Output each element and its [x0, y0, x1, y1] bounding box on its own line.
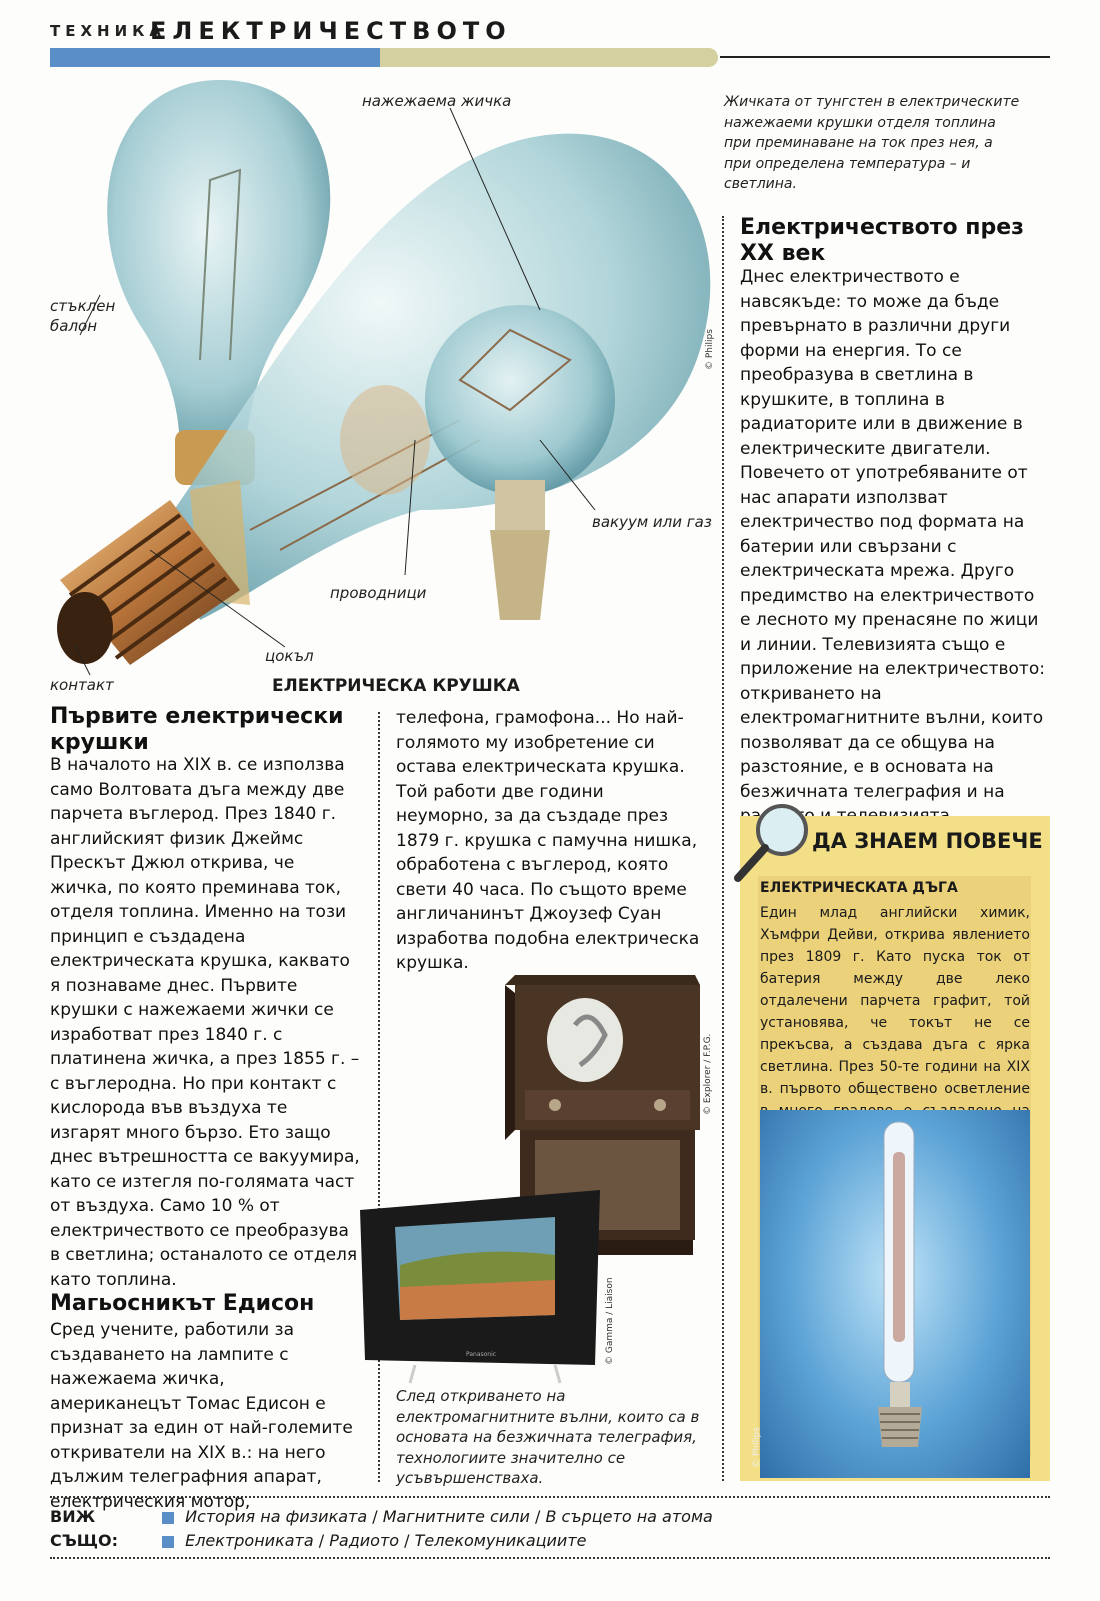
bullet-icon	[162, 1512, 174, 1524]
see-also-rule-top	[50, 1496, 1050, 1498]
infobox-credit: © Philips	[752, 1427, 762, 1468]
see-also-link[interactable]: Магнитните сили	[382, 1507, 530, 1526]
section-label: ТЕХНИКА	[50, 22, 167, 40]
page-title: ЕЛЕКТРИЧЕСТВОТО	[150, 17, 512, 45]
see-also-link[interactable]: Електрониката	[185, 1531, 314, 1550]
infobox-subtitle: ЕЛЕКТРИЧЕСКАТА ДЪГА	[760, 880, 958, 896]
infobox-title: ДА ЗНАЕМ ПОВЕЧЕ	[812, 829, 1043, 853]
bulb-illustration	[40, 60, 730, 700]
section3-heading: Електричеството през XX век	[740, 215, 1024, 266]
label-vacuum: вакуум или газ	[592, 513, 712, 531]
see-also	[50, 1505, 713, 1553]
label-base: цокъл	[265, 647, 314, 665]
see-also-link[interactable]: Телекомуникациите	[414, 1531, 587, 1550]
magnifier-icon	[730, 798, 820, 888]
section3-text: Днес електричеството е навсякъде: то може да бъде превърнато в различни други форми на енергия. То се преобразува в светлина в крушките, в топлина в радиаторите или в движение в електрическите двигатели. Повечето от употребяваните от нас апарати използват електричество под формата на батерии или свързани с електрическата мрежа. Друго предимство на електричеството е лесното му пренасяне по жици и линии. Телевизията също е приложение на електричеството: откриването на електромагнитните вълни, които позволяват да се общува на разстояние, е в основата на безжичната телеграфия и на	[740, 267, 1045, 802]
bulb-figure-title: ЕЛЕКТРИЧЕСКА КРУШКА	[272, 676, 520, 696]
bullet-icon	[162, 1536, 174, 1548]
sodium-lamp-icon	[860, 1112, 940, 1462]
separator: /	[372, 1507, 378, 1526]
tv-credit-old: © Explorer / F.P.G.	[703, 1033, 713, 1115]
tv-credit-new: © Gamma / Liaison	[605, 1277, 615, 1365]
column-separator-right	[722, 216, 724, 1481]
label-filament: нажежаема жичка	[362, 92, 512, 110]
section2-text-col1: Сред учените, работили за създаването на лампите с нажежаема жичка, американецът Томас Едисон е признат за един от най-големите откриватели на XIX в.: на него дължим телеграфния апарат, електрическия мотор,	[50, 1320, 353, 1512]
infobox-text: Един млад английски химик, Хъмфри Дейви, открива явлението през 1809 г. Като пуска ток от батерия между две леко отдалечени парчета графит, той установява, че токът не се прекъсва, а създава дъга с ярка светлина. През 50-те години на XIX в. първото обществено осветление	[760, 905, 1030, 1097]
section2-heading: Магьосникът Едисон	[50, 1291, 315, 1316]
see-also-link[interactable]: История на физиката	[185, 1507, 368, 1526]
header-rule	[720, 56, 1050, 58]
see-also-link[interactable]: В сърцето на атома	[545, 1507, 713, 1526]
bulb-credit: © Philips	[705, 329, 715, 370]
section1-text: В началото на XIX в. се използва само Волтовата дъга между две парчета въглерод. През 1840 г. английският физик Джеймс Прескът Джюл открива, че жичка, по която преминава ток, отделя топлина. Именно на този принцип е създадена електрическата крушка, каквато я познаваме днес. Първите крушки с нажежаеми жички се изработват през 1840 г. с платинена жичка, а през 1855 г. – с въглеродна. Но при контакт с кислорода във въздуха те изгарят много бързо. Ето защо днес вътрешността се вакуумира, като се изтегля по-голямата част от въздуха. Само 10 % от електричеството се преобразува в светлина; останалото се отделя като топлина.	[50, 755, 360, 1290]
label-glass: стъклен балон	[50, 297, 116, 335]
section1-heading: Първите електрически крушки	[50, 704, 344, 755]
see-also-label: ВИЖ СЪЩО:	[50, 1507, 118, 1550]
bulb-small	[425, 305, 615, 620]
tv-brand: Panasonic	[466, 1351, 497, 1358]
separator: /	[318, 1531, 325, 1550]
see-also-link[interactable]: Радиото	[329, 1531, 400, 1550]
intro-caption: Жичката от тунгстен в електрическите нажежаеми крушки отделя топлина при преминаване на ток през нея, а при определена температура – и светлина.	[724, 94, 1020, 192]
tv-caption: След откриването на електромагнитните вълни, които са в основата на безжичната телеграфия, технологиите значително се усъвършенстваха.	[396, 1387, 700, 1487]
tv-illustration	[355, 965, 715, 1385]
label-contact: контакт	[50, 676, 114, 694]
see-also-rule-bottom	[50, 1557, 1050, 1559]
section2-text-col2: телефона, грамофона... Но най-голямото му изобретение си остава електрическата крушка. Той работи две години неуморно, за да създаде през 1879 г. крушка с памучна нишка, обработена с въглерод, която свети 40 часа. По същото време англичанинът Джоузеф Суан изработва подобна електрическа крушка.	[396, 708, 700, 973]
label-conductors: проводници	[330, 584, 427, 602]
separator: /	[534, 1507, 541, 1526]
separator: /	[404, 1531, 410, 1550]
